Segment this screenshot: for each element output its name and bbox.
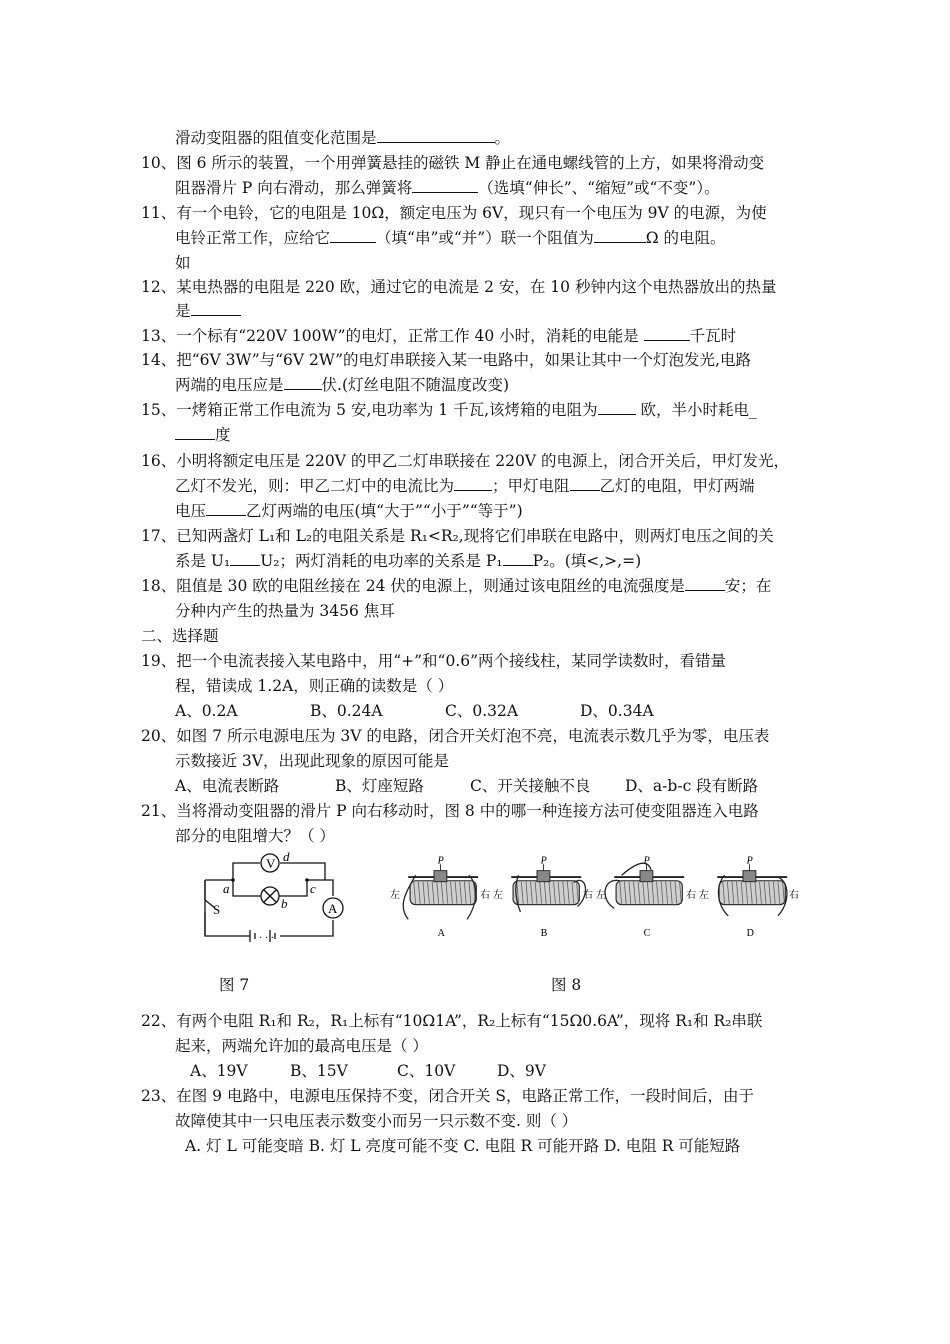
left-end-label: 左: [492, 890, 503, 902]
text: 滑动变阻器的阻值变化范围是: [175, 129, 377, 147]
q23-line2: 故障使其中一只电压表示数变小而另一只示数不变. 则（ ）: [175, 1112, 578, 1130]
left-end-label: 左: [389, 890, 400, 902]
q22-option-b: B、15V: [290, 1062, 348, 1080]
slider-p: [743, 871, 756, 882]
text: U₂；两灯消耗的电功率的关系是 P₁: [260, 552, 503, 570]
answer-blank: [454, 476, 492, 491]
q14-line2: [175, 375, 509, 395]
q19-option-a: A、0.2A: [175, 702, 238, 720]
q22-option-a: A、19V: [190, 1062, 248, 1080]
rheostat-letter-label: B: [540, 927, 548, 939]
q13-line: [141, 326, 736, 346]
q22-option-c: C、10V: [397, 1062, 456, 1080]
q15-line2: [175, 425, 231, 445]
rheostat-a: [390, 855, 490, 939]
rheostat-letter-label: A: [437, 927, 445, 939]
answer-blank: [412, 178, 478, 193]
section-heading: 二、选择题: [141, 627, 219, 645]
answer-blank: [644, 326, 690, 341]
text: （填“串”或“并”）联一个阻值为: [376, 229, 594, 247]
q12-line2: [175, 301, 241, 321]
q11-line3: 如: [175, 254, 191, 272]
q22-option-d: D、9V: [497, 1062, 546, 1080]
voltmeter-label: V: [266, 856, 276, 871]
answer-blank: [377, 128, 495, 143]
point-a-label: a: [223, 881, 230, 896]
q20-option-a: A、电流表断路: [175, 777, 280, 795]
answer-blank: [570, 476, 600, 491]
slider-p: [434, 871, 447, 882]
q19-option-b: B、0.24A: [310, 702, 383, 720]
q19-line1: 19、把一个电流表接入某电路中，用“+”和“0.6”两个接线柱，某同学读数时，看错量: [141, 652, 727, 670]
text: （选填“伸长”、“缩短”或“不变”）。: [478, 179, 720, 197]
text: 电压: [175, 502, 207, 520]
q19-option-d: D、0.34A: [580, 702, 654, 720]
q17-line2: [175, 551, 641, 571]
q10-line2: [175, 178, 720, 198]
answer-blank: [230, 551, 260, 566]
text: 度: [215, 426, 231, 444]
right-end-label: 右: [686, 890, 697, 902]
q21-line2: 部分的电阻增大？（ ）: [175, 827, 335, 845]
answer-blank: [594, 228, 646, 243]
text: ；甲灯电阻: [492, 477, 570, 495]
rheostat-c: [596, 855, 696, 939]
junction-dot: [231, 878, 235, 882]
figure-7-caption: 图 7: [219, 976, 250, 994]
point-d-label: d: [283, 849, 290, 864]
answer-blank: [284, 375, 322, 390]
text: 乙灯两端的电压(填“大于”“小于”“等于”): [246, 502, 523, 520]
text: 电铃正常工作，应给它: [175, 229, 331, 247]
slider-p-label: P: [540, 855, 547, 867]
q23-line1: 23、在图 9 电路中，电源电压保持不变，闭合开关 S，电路正常工作，一段时间后，由于: [141, 1087, 754, 1105]
q15-line1: [141, 400, 757, 420]
left-end-label: 左: [595, 890, 606, 902]
text: 安；在: [724, 577, 772, 595]
point-c-label: c: [310, 881, 316, 896]
right-end-label: 右: [583, 890, 594, 902]
q14-line1: 14、把“6V 3W”与“6V 2W”的电灯串联接入某一电路中，如果让其中一个灯泡发光,电路: [141, 351, 751, 369]
switch-label: S: [213, 902, 221, 917]
left-end-label: 左: [698, 890, 709, 902]
figure-8-caption: 图 8: [551, 976, 582, 994]
figure-8-rheostats: [380, 855, 800, 945]
battery-dots: · · ·: [259, 933, 274, 944]
slider-p-label: P: [746, 855, 753, 867]
q18-line2: 分种内产生的热量为 3456 焦耳: [175, 602, 395, 620]
rheostat-letter-label: D: [746, 927, 754, 939]
q20-option-c: C、开关接触不良: [470, 777, 591, 795]
slider-p-label: P: [437, 855, 444, 867]
q16-line2: [175, 476, 755, 496]
q23-options: A. 灯 L 可能变暗 B. 灯 L 亮度可能不变 C. 电阻 R 可能开路 D. 电阻 R 可能短路: [185, 1137, 741, 1155]
slider-p: [537, 871, 550, 882]
answer-blank: [503, 551, 533, 566]
line-q9b: [175, 128, 510, 148]
q16-line1: 16、小明将额定电压是 220V 的甲乙二灯串联接在 220V 的电源上，闭合开关后，甲灯发光，: [141, 452, 789, 470]
right-end-label: 右: [480, 890, 491, 902]
answer-blank: [330, 228, 376, 243]
rheostat-b: [493, 855, 593, 939]
q17-line1: 17、已知两盏灯 L₁和 L₂的电阻关系是 R₁<R₂,现将它们串联在电路中，则两灯电压之间的关: [141, 527, 774, 545]
text: 阻器滑片 P 向右滑动，那么弹簧将: [175, 179, 413, 197]
text: 千瓦时: [689, 327, 737, 345]
q20-option-b: B、灯座短路: [335, 777, 424, 795]
q22-line1: 22、有两个电阻 R₁和 R₂，R₁上标有“10Ω1A”，R₂上标有“15Ω0.6A”，现将 R₁和 R₂串联: [141, 1012, 763, 1030]
junction-dot: [305, 878, 309, 882]
rheostat-group: [390, 855, 799, 939]
text: 伏.(灯丝电阻不随温度改变): [321, 376, 510, 394]
answer-blank: [685, 576, 725, 591]
q20-line2: 示数接近 3V，出现此现象的原因可能是: [175, 752, 449, 770]
slider-p-label: P: [643, 855, 650, 867]
answer-blank: [206, 501, 246, 516]
q12-line1: 12、某电热器的电阻是 220 欧，通过它的电流是 2 安，在 10 秒钟内这个电热器放出的热量: [141, 278, 777, 296]
text: 两端的电压应是: [175, 376, 284, 394]
text: 18、阻值是 30 欧的电阻丝接在 24 伏的电源上，则通过该电阻丝的电流强度是: [141, 577, 685, 595]
text: 13、一个标有“220V 100W”的电灯，正常工作 40 小时，消耗的电能是: [141, 327, 644, 345]
q20-option-d: D、a-b-c 段有断路: [625, 777, 759, 795]
q11-line2: [175, 228, 726, 248]
right-end-label: 右: [789, 890, 800, 902]
text: 。: [494, 129, 511, 147]
answer-blank: [191, 301, 241, 316]
text: 15、一烤箱正常工作电流为 5 安,电功率为 1 千瓦,该烤箱的电阻为: [141, 401, 598, 419]
text: Ω 的电阻。: [645, 229, 726, 247]
q19-line2: 程，错读成 1.2A，则正确的读数是（ ）: [175, 677, 454, 695]
q16-line3: [175, 501, 523, 521]
rheostat-letter-label: C: [643, 927, 651, 939]
figure-7-circuit-diagram: [195, 848, 355, 948]
text: 系是 U₁: [175, 552, 231, 570]
rheostat-d: [699, 855, 799, 939]
q11-line1: 11、有一个电铃，它的电阻是 10Ω，额定电压为 6V，现只有一个电压为 9V 的电源，为使: [141, 204, 767, 222]
q18-line1: [141, 576, 771, 596]
slider-p: [640, 871, 653, 882]
answer-blank: [175, 425, 215, 440]
q20-line1: 20、如图 7 所示电源电压为 3V 的电路，闭合开关灯泡不亮，电流表示数几乎为零，电压表: [141, 727, 770, 745]
q10-line1: 10、图 6 所示的装置，一个用弹簧悬挂的磁铁 M 静止在通电螺线管的上方，如果将滑动变: [141, 154, 765, 172]
ammeter-label: A: [328, 901, 338, 916]
q21-line1: 21、当将滑动变阻器的滑片 P 向右移动时，图 8 中的哪一种连接方法可使变阻器连入电路: [141, 802, 759, 820]
q19-option-c: C、0.32A: [445, 702, 519, 720]
answer-blank: [598, 400, 636, 415]
text: P₂。(填<,>,=): [532, 552, 642, 570]
text: 是: [175, 302, 191, 320]
q22-line2: 起来，两端允许加的最高电压是（ ）: [175, 1037, 428, 1055]
text: 欧，半小时耗电_: [635, 401, 757, 419]
text: 乙灯不发光，则：甲乙二灯中的电流比为: [175, 477, 455, 495]
point-b-label: b: [281, 896, 288, 911]
text: 乙灯的电阻，甲灯两端: [599, 477, 755, 495]
